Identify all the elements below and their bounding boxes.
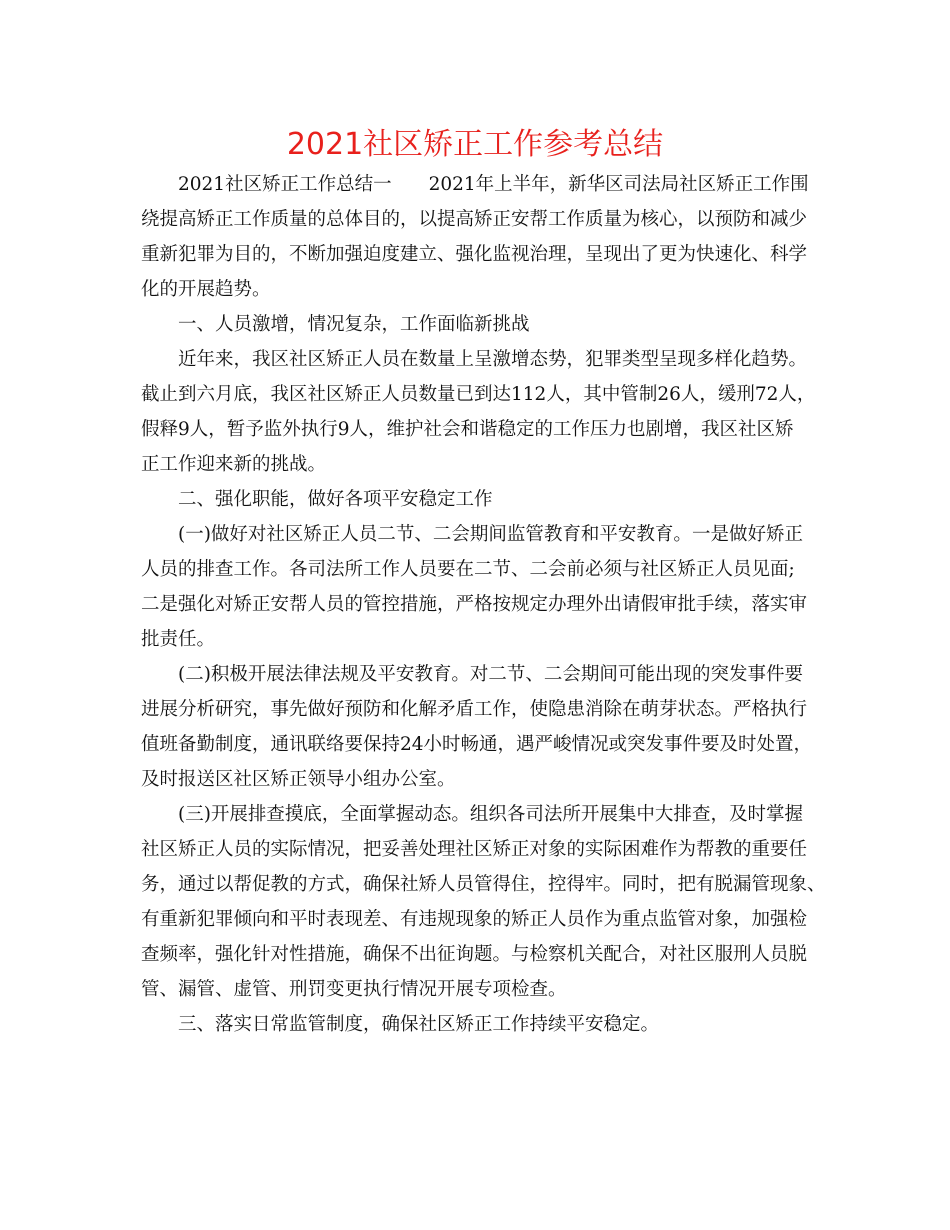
text-line: 管、漏管、虚管、刑罚变更执行情况开展专项检查。 (141, 979, 567, 1000)
text-line: 化的开展趋势。 (141, 279, 271, 300)
text-line: 近年来，我区社区矫正人员在数量上呈激增态势，犯罪类型呈现多样化趋势。 (178, 349, 808, 370)
document-body (141, 167, 826, 1042)
section-heading: 一、人员激增，情况复杂，工作面临新挑战 (178, 314, 530, 335)
text-line (141, 167, 813, 202)
text-line: 二是强化对矫正安帮人员的管控措施，严格按规定办理外出请假审批手续，落实审 (141, 594, 808, 615)
text-line: (一)做好对社区矫正人员二节、二会期间监管教育和平安教育。一是做好矫正 (178, 524, 803, 545)
text-line: 重新犯罪为目的，不断加强迫度建立、强化监视治理，呈现出了更为快速化、科学 (141, 244, 808, 265)
text-line: 查频率，强化针对性措施，确保不出征询题。与检察机关配合，对社区服刑人员脱 (141, 944, 808, 965)
text-line: (三)开展排查摸底，全面掌握动态。组织各司法所开展集中大排查，及时掌握 (178, 804, 803, 825)
section-label: 2021社区矫正工作总结一 (178, 174, 392, 195)
text-line: 绕提高矫正工作质量的总体目的，以提高矫正安帮工作质量为核心，以预防和减少 (141, 209, 808, 230)
document-title: 2021社区矫正工作参考总结 (286, 127, 664, 162)
paragraph-intro (141, 167, 813, 307)
text-line: 及时报送区社区矫正领导小组办公室。 (141, 769, 456, 790)
text-line: 进展分析研究，事先做好预防和化解矛盾工作，使隐患消除在萌芽状态。严格执行 (141, 699, 808, 720)
text-line: 截止到六月底，我区社区矫正人员数量已到达112人，其中管制26人，缓刑72人， (141, 384, 816, 405)
heading-section-1 (141, 307, 813, 342)
heading-section-3 (141, 1007, 813, 1042)
text-line: 批责任。 (141, 629, 216, 650)
text-line: 人员的排查工作。各司法所工作人员要在二节、二会前必须与社区矫正人员见面; (141, 559, 795, 580)
text-line: 值班备勤制度，通讯联络要保持24小时畅通，遇严峻情况或突发事件要及时处置， (141, 734, 813, 755)
text-line: 务，通过以帮促教的方式，确保社矫人员管得住，控得牢。同时，把有脱漏管现象、 (141, 874, 826, 895)
paragraph-item-1 (141, 517, 813, 657)
text-line: 有重新犯罪倾向和平时表现差、有违规现象的矫正人员作为重点监管对象，加强检 (141, 909, 808, 930)
paragraph-item-3 (141, 797, 826, 1007)
paragraph-item-2 (141, 657, 813, 797)
text-line: 正工作迎来新的挑战。 (141, 454, 327, 475)
text-line-tail: 2021年上半年，新华区司法局社区矫正工作围 (428, 174, 809, 195)
heading-section-2 (141, 482, 813, 517)
text-line: (二)积极开展法律法规及平安教育。对二节、二会期间可能出现的突发事件要 (178, 664, 803, 685)
paragraph-section-1 (141, 342, 816, 482)
section-heading: 二、强化职能，做好各项平安稳定工作 (178, 489, 493, 510)
text-line: 假释9人，暂予监外执行9人，维护社会和谐稳定的工作压力也剧增，我区社区矫 (141, 419, 794, 440)
section-heading: 三、落实日常监管制度，确保社区矫正工作持续平安稳定。 (178, 1014, 660, 1035)
text-line: 社区矫正人员的实际情况，把妥善处理社区矫正对象的实际困难作为帮教的重要任 (141, 839, 808, 860)
